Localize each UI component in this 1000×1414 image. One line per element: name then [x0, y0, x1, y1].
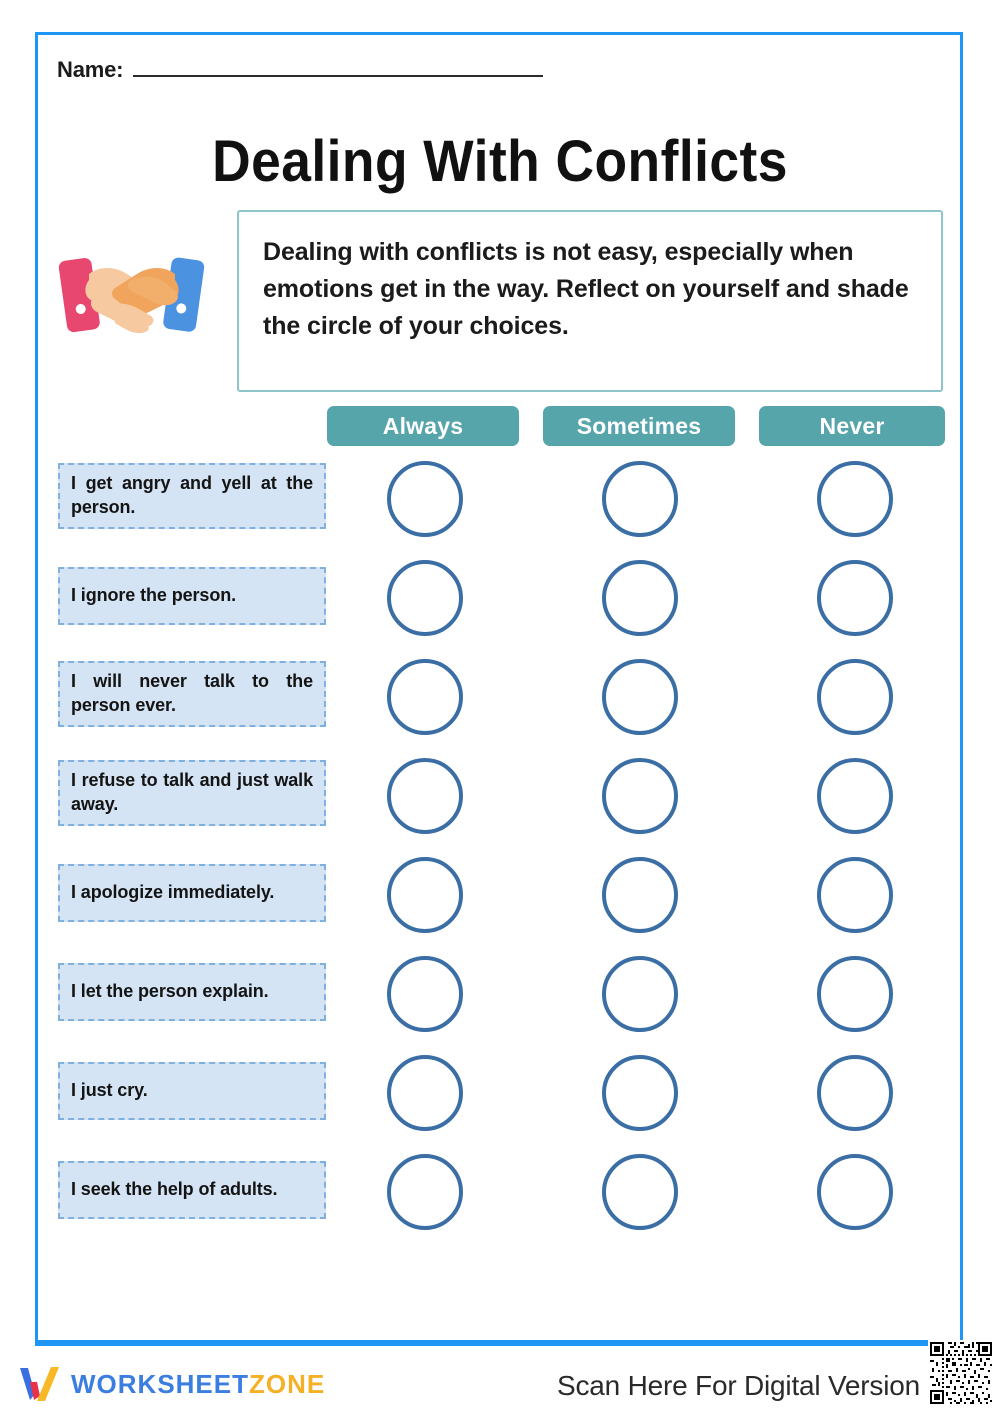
column-header-always: Always	[327, 406, 519, 446]
choice-circle-never[interactable]	[817, 1055, 893, 1131]
statement-box	[58, 963, 326, 1021]
choice-circle-always[interactable]	[387, 857, 463, 933]
choice-circle-always[interactable]	[387, 560, 463, 636]
table-row	[0, 756, 1000, 855]
statement-box	[58, 760, 326, 826]
statement-text: I seek the help of adults.	[71, 1179, 278, 1200]
scan-here-text: Scan Here For Digital Version	[556, 1370, 920, 1401]
logo-word-worksheet: WORKSHEET	[71, 1368, 249, 1399]
statement-box	[58, 1062, 326, 1120]
footer-divider	[35, 1343, 963, 1346]
table-row	[0, 459, 1000, 558]
column-header-sometimes: Sometimes	[543, 406, 735, 446]
table-row	[0, 1053, 1000, 1152]
choice-circle-never[interactable]	[817, 857, 893, 933]
choice-circle-always[interactable]	[387, 956, 463, 1032]
instructions-text: Dealing with conflicts is not easy, especially when emotions get in the way. Reflect on yourself and shade the circle of your choices.	[263, 238, 909, 340]
choice-circle-sometimes[interactable]	[602, 659, 678, 735]
statement-text: I just cry.	[71, 1080, 148, 1101]
choice-circle-always[interactable]	[387, 758, 463, 834]
choice-circle-always[interactable]	[387, 461, 463, 537]
choice-circle-sometimes[interactable]	[602, 758, 678, 834]
statement-text: I ignore the person.	[71, 585, 237, 606]
choice-circle-always[interactable]	[387, 1055, 463, 1131]
choice-circle-never[interactable]	[817, 560, 893, 636]
instructions-box	[237, 210, 943, 392]
statement-text: I get angry and yell at the person.	[71, 473, 313, 517]
choice-circle-sometimes[interactable]	[602, 857, 678, 933]
worksheet-zone-logo-mark	[18, 1364, 62, 1404]
choice-circle-sometimes[interactable]	[602, 560, 678, 636]
statement-text: I will never talk to the person ever.	[71, 671, 313, 715]
statement-box	[58, 864, 326, 922]
statement-box	[58, 463, 326, 529]
statement-text: I refuse to talk and just walk away.	[71, 770, 313, 814]
worksheet-zone-logo[interactable]	[18, 1364, 325, 1404]
table-row	[0, 954, 1000, 1053]
statement-box	[58, 1161, 326, 1219]
choice-circle-sometimes[interactable]	[602, 956, 678, 1032]
table-row	[0, 855, 1000, 954]
choice-circle-never[interactable]	[817, 659, 893, 735]
name-row	[57, 57, 543, 83]
name-label: Name:	[57, 57, 124, 82]
choice-circle-always[interactable]	[387, 659, 463, 735]
page-title: Dealing With Conflicts	[212, 129, 788, 194]
choice-circle-never[interactable]	[817, 1154, 893, 1230]
choice-circle-sometimes[interactable]	[602, 461, 678, 537]
statement-text: I let the person explain.	[71, 981, 269, 1002]
choice-circle-sometimes[interactable]	[602, 1055, 678, 1131]
statement-box	[58, 661, 326, 727]
table-row	[0, 657, 1000, 756]
table-row	[0, 558, 1000, 657]
handshake-icon	[57, 236, 207, 340]
table-row	[0, 1152, 1000, 1251]
choice-circle-never[interactable]	[817, 956, 893, 1032]
statement-text: I apologize immediately.	[71, 882, 275, 903]
qr-code[interactable]	[928, 1340, 994, 1406]
choice-circle-sometimes[interactable]	[602, 1154, 678, 1230]
choice-circle-always[interactable]	[387, 1154, 463, 1230]
name-input-line[interactable]	[133, 75, 543, 77]
worksheet-zone-logo-text	[71, 1369, 325, 1400]
column-header-never: Never	[759, 406, 945, 446]
statement-box	[58, 567, 326, 625]
choice-circle-never[interactable]	[817, 758, 893, 834]
choice-circle-never[interactable]	[817, 461, 893, 537]
logo-word-zone: ZONE	[249, 1368, 326, 1399]
